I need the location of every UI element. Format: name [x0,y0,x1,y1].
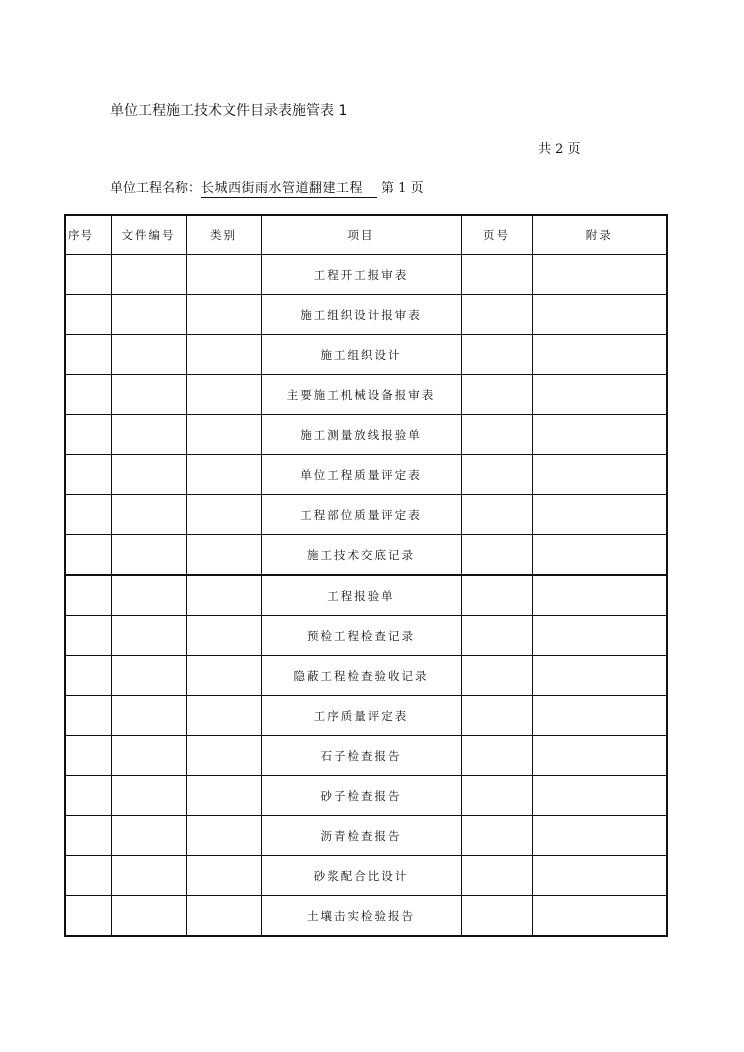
catalog-table [64,214,668,937]
table-row [65,455,667,495]
cell-page-number [461,656,532,696]
cell-category [186,816,261,856]
cell-category [186,535,261,576]
cell-serial-no [65,696,111,736]
table-row [65,295,667,335]
cell-file-number [111,736,186,776]
cell-serial-no [65,776,111,816]
cell-appendix [532,816,667,856]
cell-page-number [461,375,532,415]
cell-appendix [532,776,667,816]
cell-category [186,295,261,335]
cell-item: 隐蔽工程检查验收记录 [261,656,461,696]
cell-page-number [461,616,532,656]
project-label: 单位工程名称： [110,181,202,196]
cell-serial-no [65,736,111,776]
cell-item: 工序质量评定表 [261,696,461,736]
cell-item: 施工测量放线报验单 [261,415,461,455]
cell-appendix [532,656,667,696]
header-appendix: 附录 [532,215,667,255]
header-page-number: 页号 [461,215,532,255]
cell-page-number [461,455,532,495]
cell-appendix [532,696,667,736]
cell-serial-no [65,575,111,616]
cell-page-number [461,575,532,616]
cell-page-number [461,776,532,816]
cell-category [186,776,261,816]
cell-appendix [532,375,667,415]
cell-item: 施工组织设计 [261,335,461,375]
cell-item: 土壤击实检验报告 [261,896,461,937]
cell-appendix [532,415,667,455]
cell-appendix [532,575,667,616]
cell-serial-no [65,255,111,295]
cell-file-number [111,335,186,375]
cell-item: 施工技术交底记录 [261,535,461,576]
table-row [65,696,667,736]
cell-page-number [461,415,532,455]
cell-serial-no [65,415,111,455]
cell-file-number [111,295,186,335]
cell-appendix [532,736,667,776]
cell-serial-no [65,535,111,576]
cell-category [186,495,261,535]
table-row [65,255,667,295]
cell-category [186,696,261,736]
table-row [65,656,667,696]
cell-file-number [111,856,186,896]
cell-file-number [111,696,186,736]
table-row [65,896,667,937]
cell-serial-no [65,495,111,535]
cell-category [186,335,261,375]
cell-page-number [461,495,532,535]
table-row [65,776,667,816]
cell-page-number [461,535,532,576]
cell-page-number [461,335,532,375]
document-title: 单位工程施工技术文件目录表施管表 1 [110,103,348,119]
cell-item: 沥青检查报告 [261,816,461,856]
cell-category [186,736,261,776]
cell-serial-no [65,856,111,896]
cell-appendix [532,856,667,896]
table-row [65,535,667,576]
cell-item: 施工组织设计报审表 [261,295,461,335]
page-total: 共 2 页 [538,142,581,157]
cell-category [186,616,261,656]
cell-item: 单位工程质量评定表 [261,455,461,495]
cell-item: 砂子检查报告 [261,776,461,816]
cell-file-number [111,575,186,616]
header-item: 项目 [261,215,461,255]
cell-appendix [532,255,667,295]
cell-category [186,375,261,415]
cell-page-number [461,255,532,295]
cell-page-number [461,896,532,937]
cell-appendix [532,335,667,375]
cell-file-number [111,776,186,816]
table-row [65,856,667,896]
header-serial-no: 序号 [65,215,111,255]
cell-file-number [111,896,186,937]
cell-category [186,255,261,295]
cell-serial-no [65,816,111,856]
table-row [65,495,667,535]
project-name: 长城西街雨水管道翻建工程 [201,177,377,198]
cell-page-number [461,696,532,736]
table-header-row [65,215,667,255]
table-row [65,816,667,856]
cell-page-number [461,736,532,776]
project-line [110,177,424,198]
cell-file-number [111,656,186,696]
cell-page-number [461,816,532,856]
cell-page-number [461,856,532,896]
table-row [65,736,667,776]
cell-file-number [111,255,186,295]
cell-file-number [111,495,186,535]
cell-file-number [111,535,186,576]
cell-appendix [532,495,667,535]
cell-category [186,455,261,495]
cell-item: 砂浆配合比设计 [261,856,461,896]
cell-item: 工程报验单 [261,575,461,616]
cell-category [186,856,261,896]
cell-file-number [111,616,186,656]
cell-appendix [532,455,667,495]
cell-serial-no [65,455,111,495]
cell-item: 工程部位质量评定表 [261,495,461,535]
page-current: 第 1 页 [381,181,424,196]
cell-page-number [461,295,532,335]
cell-file-number [111,455,186,495]
table-row [65,616,667,656]
cell-appendix [532,535,667,576]
table-row [65,415,667,455]
cell-category [186,896,261,937]
table-body [65,255,667,937]
cell-serial-no [65,375,111,415]
header-category: 类别 [186,215,261,255]
table-row [65,335,667,375]
cell-serial-no [65,656,111,696]
cell-appendix [532,616,667,656]
cell-file-number [111,415,186,455]
cell-category [186,575,261,616]
cell-serial-no [65,896,111,937]
table-row [65,375,667,415]
cell-file-number [111,816,186,856]
cell-category [186,656,261,696]
table-row [65,575,667,616]
cell-appendix [532,295,667,335]
cell-item: 预检工程检查记录 [261,616,461,656]
cell-serial-no [65,616,111,656]
cell-appendix [532,896,667,937]
header-file-number: 文件编号 [111,215,186,255]
cell-serial-no [65,295,111,335]
cell-file-number [111,375,186,415]
cell-item: 工程开工报审表 [261,255,461,295]
cell-serial-no [65,335,111,375]
cell-category [186,415,261,455]
cell-item: 主要施工机械设备报审表 [261,375,461,415]
cell-item: 石子检查报告 [261,736,461,776]
